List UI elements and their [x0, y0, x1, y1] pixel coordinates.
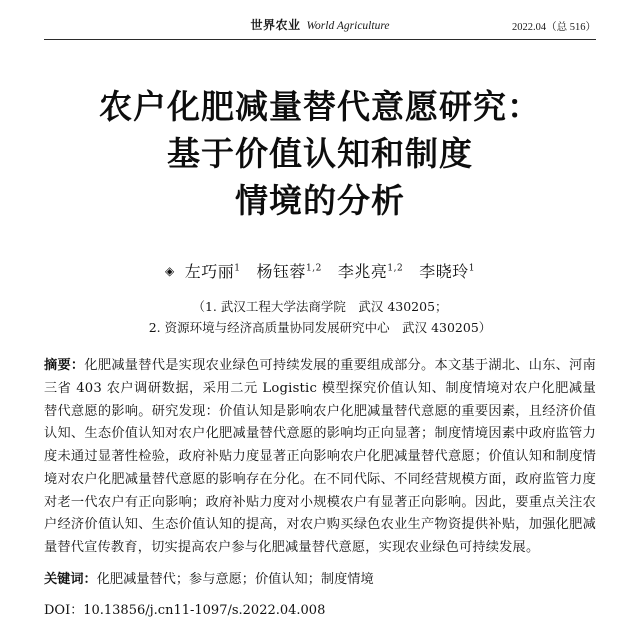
author-name: 李兆亮 — [337, 261, 388, 281]
page-title — [44, 84, 596, 225]
title-line-3: 情境的分析 — [235, 180, 405, 220]
author-name: 左巧丽 — [184, 261, 235, 281]
author-affil-sup: 1 — [234, 263, 241, 274]
author-item — [338, 262, 403, 281]
doi-value: 10.13856/j.cn11-1097/s.2022.04.008 — [83, 603, 326, 619]
affiliation-item: 2. 资源环境与经济高质量协同发展研究中心 武汉 430205） — [148, 320, 492, 336]
affiliations — [44, 296, 596, 340]
author-item — [257, 262, 322, 281]
abstract — [44, 355, 596, 559]
running-head — [44, 0, 596, 34]
author-name: 李晓玲 — [419, 261, 469, 281]
keywords-text: 化肥减量替代；参与意愿；价值认知；制度情境 — [96, 571, 374, 587]
author-affil-sup: 1,2 — [387, 263, 404, 274]
author-item — [185, 262, 241, 281]
author-name: 杨钰蓉 — [256, 261, 307, 281]
keywords — [44, 569, 596, 591]
abstract-label: 摘要： — [44, 358, 85, 374]
author-list — [44, 259, 596, 282]
journal-name-en: World Agriculture — [306, 20, 390, 32]
title-line-2: 基于价值认知和制度 — [167, 133, 473, 173]
doi — [44, 599, 596, 618]
journal-name — [194, 16, 446, 34]
abstract-text: 化肥减量替代是实现农业绿色可持续发展的重要组成部分。本文基于湖北、山东、河南三省 403 农户调研数据，采用二元 Logistic 模型探究价值认知、制度情境对农户化肥减量替代意愿的影响。研究发现：价值认知是影响农户化肥减量替代意愿的重要因素，且经济价值认知、生态价值认知对农户化肥减量替代意愿的影响均正向显著；制度情境因素中政府监管力度未通过显著性检验，政府补贴力度显著正向影响农户化肥减量替代意愿；价值认知和制度情境对农户化肥减量替代意愿的影响存在分化。在不同代际、不同经营规模方面，政府监管力度对老一代农户有正向影响；政府补贴力度对小规模农户有显著正向影响。因此，要重点关注农户经济价值认知、生态价值认知的提高，对农户购买绿色农业生产物资提供补贴，加强化肥减量替代宣传教育，切实提高农户参与化肥减量替代意愿，实现农业绿色可持续发展。 — [44, 358, 596, 555]
author-affil-sup: 1 — [468, 263, 475, 274]
journal-name-cn: 世界农业 — [250, 18, 301, 32]
doi-label: DOI： — [44, 603, 84, 619]
affiliation-item: （1. 武汉工程大学法商学院 武汉 430205； — [192, 298, 448, 314]
author-item — [419, 262, 475, 281]
author-affil-sup: 1,2 — [306, 263, 322, 274]
keywords-label: 关键词： — [44, 571, 97, 587]
author-marker-icon: ◈ — [165, 263, 175, 278]
title-line-1: 农户化肥减量替代意愿研究： — [99, 87, 541, 126]
issue-info: 2022.04（总 516） — [512, 22, 596, 33]
header-divider — [44, 39, 596, 40]
